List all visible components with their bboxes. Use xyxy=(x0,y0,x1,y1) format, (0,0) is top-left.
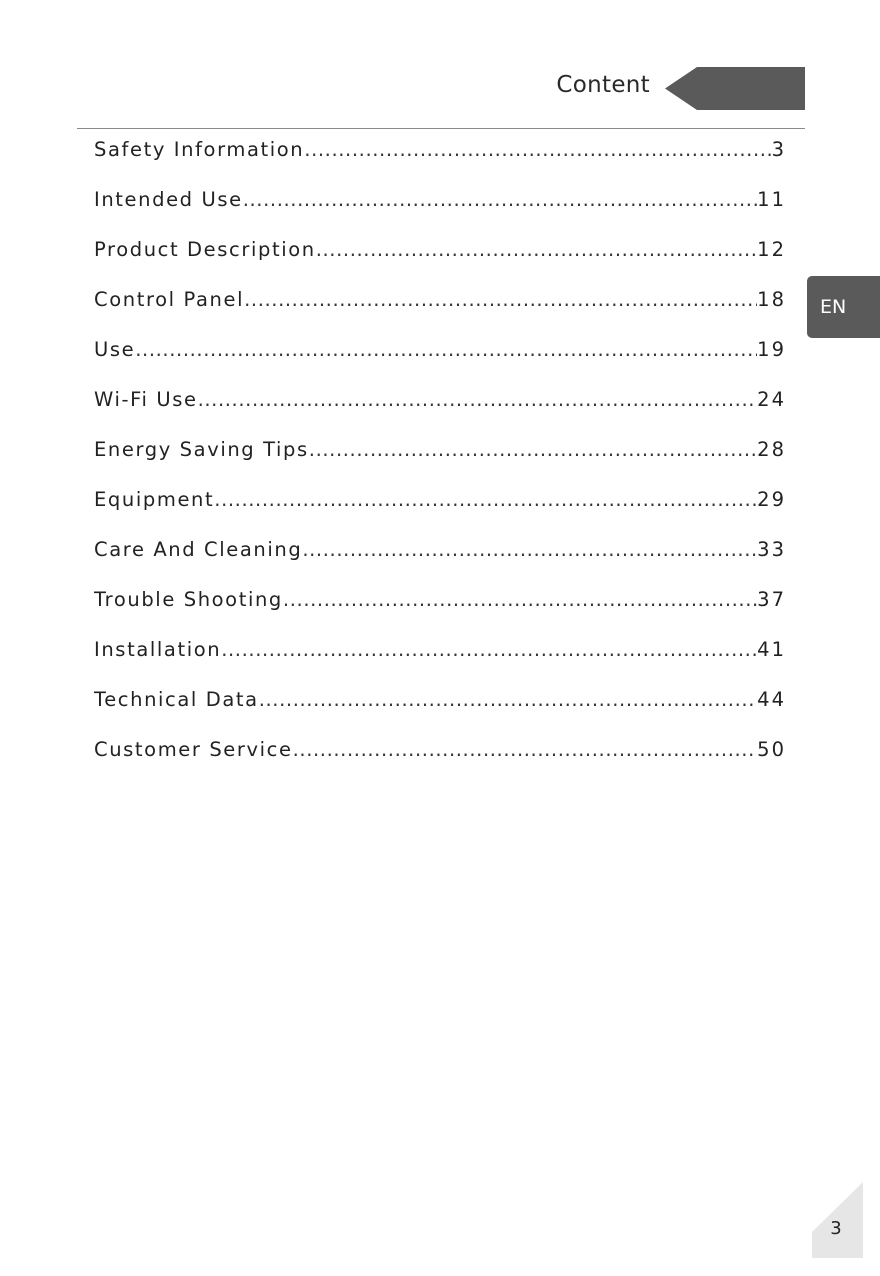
toc-entry-trouble-shooting[interactable] xyxy=(94,584,786,634)
toc-entry-care-and-cleaning[interactable] xyxy=(94,534,786,584)
toc-entry-energy-saving-tips[interactable] xyxy=(94,434,786,484)
page-title: Content xyxy=(556,72,650,98)
toc-dot-leader xyxy=(293,734,758,766)
toc-entry-product-description[interactable] xyxy=(94,234,786,284)
toc-entry-title: Use xyxy=(94,338,136,361)
toc-entry-control-panel[interactable] xyxy=(94,284,786,334)
toc-entry-title: Wi-Fi Use xyxy=(94,388,198,411)
toc-entry-use[interactable] xyxy=(94,334,786,384)
toc-dot-leader xyxy=(259,684,757,716)
toc-dot-leader xyxy=(198,384,758,416)
header-divider xyxy=(77,128,805,129)
toc-dot-leader xyxy=(244,284,757,316)
toc-entry-title: Safety Information xyxy=(94,138,305,161)
toc-entry-title: Installation xyxy=(94,638,222,661)
toc-entry-title: Product Description xyxy=(94,238,316,261)
toc-entry-title: Customer Service xyxy=(94,738,293,761)
toc-entry-title: Technical Data xyxy=(94,688,259,711)
toc-dot-leader xyxy=(302,534,757,566)
toc-entry-wifi-use[interactable] xyxy=(94,384,786,434)
toc-dot-leader xyxy=(316,234,757,266)
toc-entry-installation[interactable] xyxy=(94,634,786,684)
toc-entry-title: Trouble Shooting xyxy=(94,588,283,611)
toc-entry-intended-use[interactable] xyxy=(94,184,786,234)
table-of-contents xyxy=(94,134,786,784)
toc-entry-page: 41 xyxy=(757,638,786,661)
toc-entry-page: 18 xyxy=(757,288,786,311)
toc-entry-page: 44 xyxy=(757,688,786,711)
language-tab[interactable]: EN xyxy=(807,276,880,338)
toc-entry-equipment[interactable] xyxy=(94,484,786,534)
toc-entry-title: Energy Saving Tips xyxy=(94,438,309,461)
toc-entry-page: 28 xyxy=(757,438,786,461)
toc-dot-leader xyxy=(243,184,757,216)
toc-entry-page: 29 xyxy=(757,488,786,511)
toc-dot-leader xyxy=(304,134,771,166)
toc-entry-title: Equipment xyxy=(94,488,215,511)
toc-dot-leader xyxy=(309,434,757,466)
toc-entry-page: 37 xyxy=(757,588,786,611)
toc-entry-safety-information[interactable] xyxy=(94,134,786,184)
toc-entry-page: 24 xyxy=(757,388,786,411)
toc-dot-leader xyxy=(214,484,757,516)
toc-dot-leader xyxy=(221,634,757,666)
toc-dot-leader xyxy=(135,334,757,366)
toc-entry-page: 3 xyxy=(771,138,786,161)
toc-entry-page: 33 xyxy=(757,538,786,561)
toc-dot-leader xyxy=(283,584,757,616)
page-number: 3 xyxy=(830,1218,842,1239)
toc-entry-page: 50 xyxy=(757,738,786,761)
toc-entry-title: Control Panel xyxy=(94,288,245,311)
toc-entry-technical-data[interactable] xyxy=(94,684,786,734)
toc-entry-page: 11 xyxy=(757,188,786,211)
toc-entry-title: Care And Cleaning xyxy=(94,538,303,561)
toc-entry-page: 12 xyxy=(757,238,786,261)
header-arrow-banner xyxy=(665,67,805,110)
toc-entry-title: Intended Use xyxy=(94,188,243,211)
toc-entry-page: 19 xyxy=(757,338,786,361)
toc-entry-customer-service[interactable] xyxy=(94,734,786,784)
